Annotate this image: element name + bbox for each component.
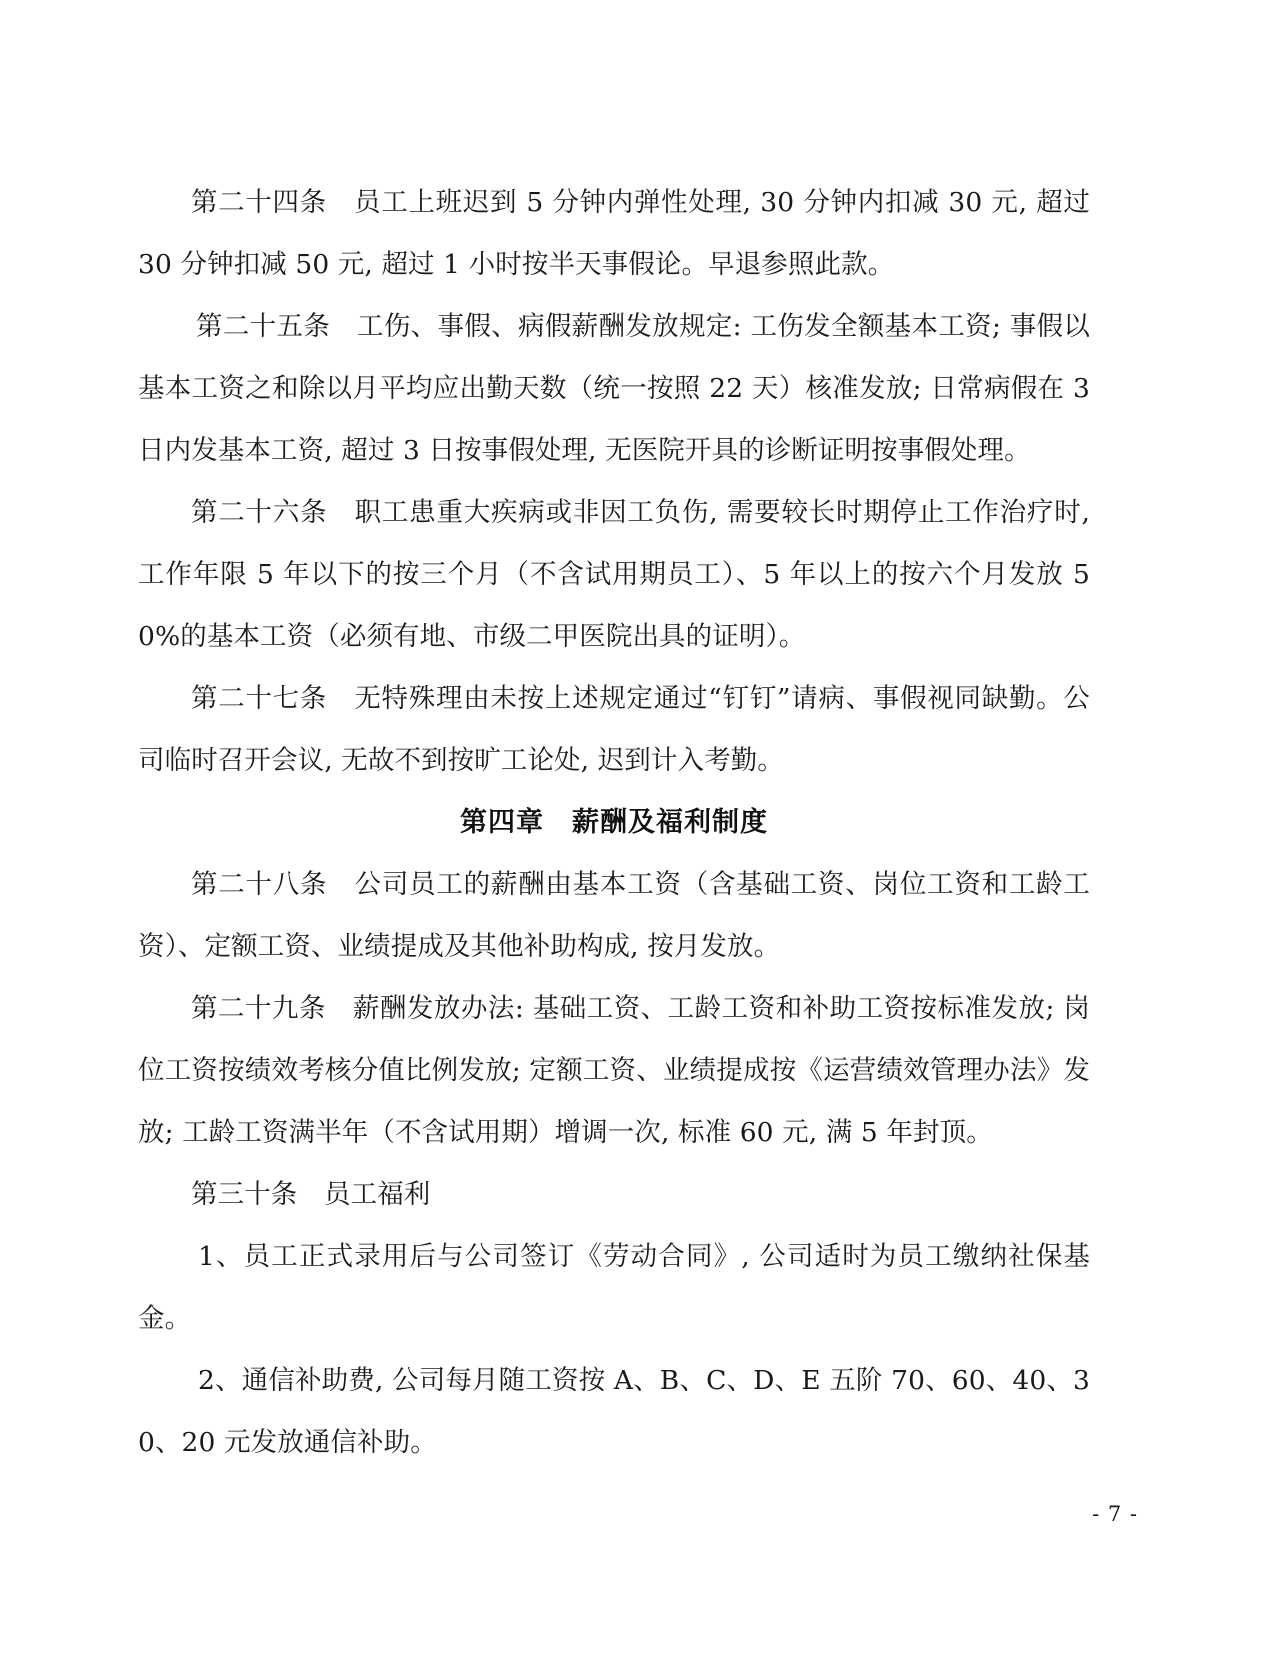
paragraph-article-30: 第三十条 员工福利 — [191, 1179, 431, 1210]
paragraph-article-25: 第二十五条 工伤、事假、病假薪酬发放规定: 工伤发全额基本工资; 事假以基本工资之和除以月平均应出勤天数（统一按照 22 天）核准发放; 日常病假在 3 日内发基本工资, 超过 3 日按事假处理, 无医院开具的诊断证明按事假处理。 — [138, 311, 1090, 466]
page-content — [138, 172, 1090, 1474]
list-item-benefit-2: 2、通信补助费, 公司每月随工资按 A、B、C、D、E 五阶 70、60、40、30、20 元发放通信补助。 — [138, 1365, 1090, 1458]
list-item-benefit-1: 1、员工正式录用后与公司签订《劳动合同》, 公司适时为员工缴纳社保基金。 — [138, 1241, 1090, 1334]
paragraph-article-28: 第二十八条 公司员工的薪酬由基本工资（含基础工资、岗位工资和工龄工资）、定额工资、业绩提成及其他补助构成, 按月发放。 — [138, 869, 1090, 962]
chapter-4-heading: 第四章 薪酬及福利制度 — [460, 807, 768, 838]
paragraph-article-29: 第二十九条 薪酬发放办法: 基础工资、工龄工资和补助工资按标准发放; 岗位工资按绩效考核分值比例发放; 定额工资、业绩提成按《运营绩效管理办法》发放; 工龄工资满半年（不含试用期）增调一次, 标准 60 元, 满 5 年封顶。 — [138, 993, 1090, 1148]
paragraph-article-24: 第二十四条 员工上班迟到 5 分钟内弹性处理, 30 分钟内扣减 30 元, 超过 30 分钟扣减 50 元, 超过 1 小时按半天事假论。早退参照此款。 — [138, 187, 1090, 280]
page-number: - 7 - — [1092, 1502, 1138, 1526]
paragraph-article-27: 第二十七条 无特殊理由未按上述规定通过“钉钉”请病、事假视同缺勤。公司临时召开会议, 无故不到按旷工论处, 迟到计入考勤。 — [138, 683, 1090, 776]
paragraph-article-26: 第二十六条 职工患重大疾病或非因工负伤, 需要较长时期停止工作治疗时, 工作年限 5 年以下的按三个月（不含试用期员工）、5 年以上的按六个月发放 50%的基本工资（必须有地、市级二甲医院出具的证明）。 — [138, 497, 1090, 652]
